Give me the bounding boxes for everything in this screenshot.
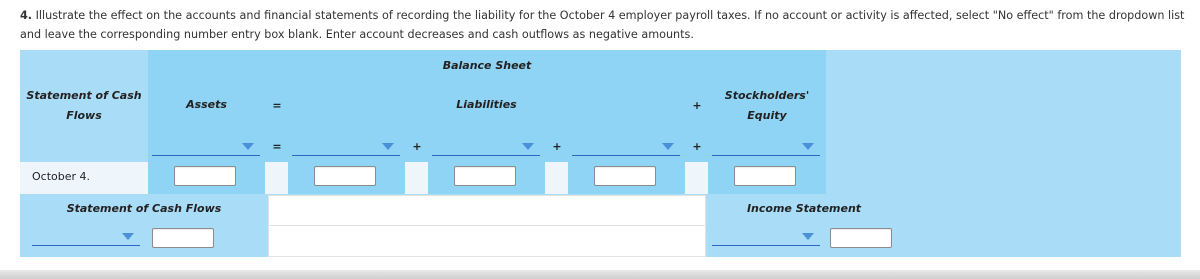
scf-header-line1: Statement of Cash <box>26 89 142 102</box>
plus-sign-dropdown-row-1: + <box>412 140 422 153</box>
question-number: 4. <box>20 9 33 22</box>
bottom-income-statement-header: Income Statement <box>746 202 862 215</box>
row-label-october-4: October 4. <box>32 170 91 183</box>
liabilities-amount-input-1[interactable] <box>314 166 376 186</box>
chevron-down-icon <box>522 143 534 150</box>
plus-row-background-3 <box>685 162 708 194</box>
right-spacer <box>826 50 1181 195</box>
chevron-down-icon <box>802 143 814 150</box>
plus-sign-header: + <box>692 99 702 112</box>
chevron-down-icon <box>122 233 134 240</box>
liabilities-amount-input-2[interactable] <box>454 166 516 186</box>
chevron-down-icon <box>382 143 394 150</box>
liabilities-account-dropdown-1[interactable] <box>292 136 400 156</box>
income-statement-dropdown[interactable] <box>712 226 820 246</box>
assets-amount-input[interactable] <box>174 166 236 186</box>
balance-sheet-header: Balance Sheet <box>442 59 532 72</box>
liabilities-account-dropdown-3[interactable] <box>572 136 680 156</box>
bottom-middle-divider <box>268 225 706 226</box>
bottom-scf-header: Statement of Cash Flows <box>66 202 222 215</box>
equity-header-line1: Stockholders' <box>724 89 810 102</box>
bottom-middle-panel <box>268 195 706 257</box>
assets-header: Assets <box>186 98 227 111</box>
question-instructions <box>20 6 1190 44</box>
scf-amount-input[interactable] <box>152 228 214 248</box>
equals-sign-header: = <box>272 99 282 112</box>
equals-sign-dropdown-row: = <box>272 140 282 153</box>
chevron-down-icon <box>802 233 814 240</box>
plus-sign-dropdown-row-3: + <box>692 140 702 153</box>
plus-sign-dropdown-row-2: + <box>552 140 562 153</box>
scf-activity-dropdown[interactable] <box>32 226 140 246</box>
chevron-down-icon <box>242 143 254 150</box>
plus-row-background-1 <box>405 162 428 194</box>
plus-row-background-2 <box>545 162 568 194</box>
equity-amount-input[interactable] <box>734 166 796 186</box>
equity-header-line2: Equity <box>747 109 787 122</box>
assets-account-dropdown[interactable] <box>152 136 260 156</box>
liabilities-header: Liabilities <box>456 98 517 111</box>
equals-row-background <box>265 162 288 194</box>
question-text: Illustrate the effect on the accounts and financial statements of recording the liability for the October 4 employer payroll taxes. If no account or activity is affected, select "No effect" from the dropdown list and leave the corresponding number entry box blank. Enter account decreases and cash outflows as negative amounts. <box>20 9 1185 41</box>
scf-header-line2: Flows <box>66 109 102 122</box>
equity-account-dropdown[interactable] <box>712 136 820 156</box>
income-statement-amount-input[interactable] <box>830 228 892 248</box>
chevron-down-icon <box>662 143 674 150</box>
liabilities-account-dropdown-2[interactable] <box>432 136 540 156</box>
bottom-scroll-edge <box>0 270 1200 279</box>
liabilities-amount-input-3[interactable] <box>594 166 656 186</box>
